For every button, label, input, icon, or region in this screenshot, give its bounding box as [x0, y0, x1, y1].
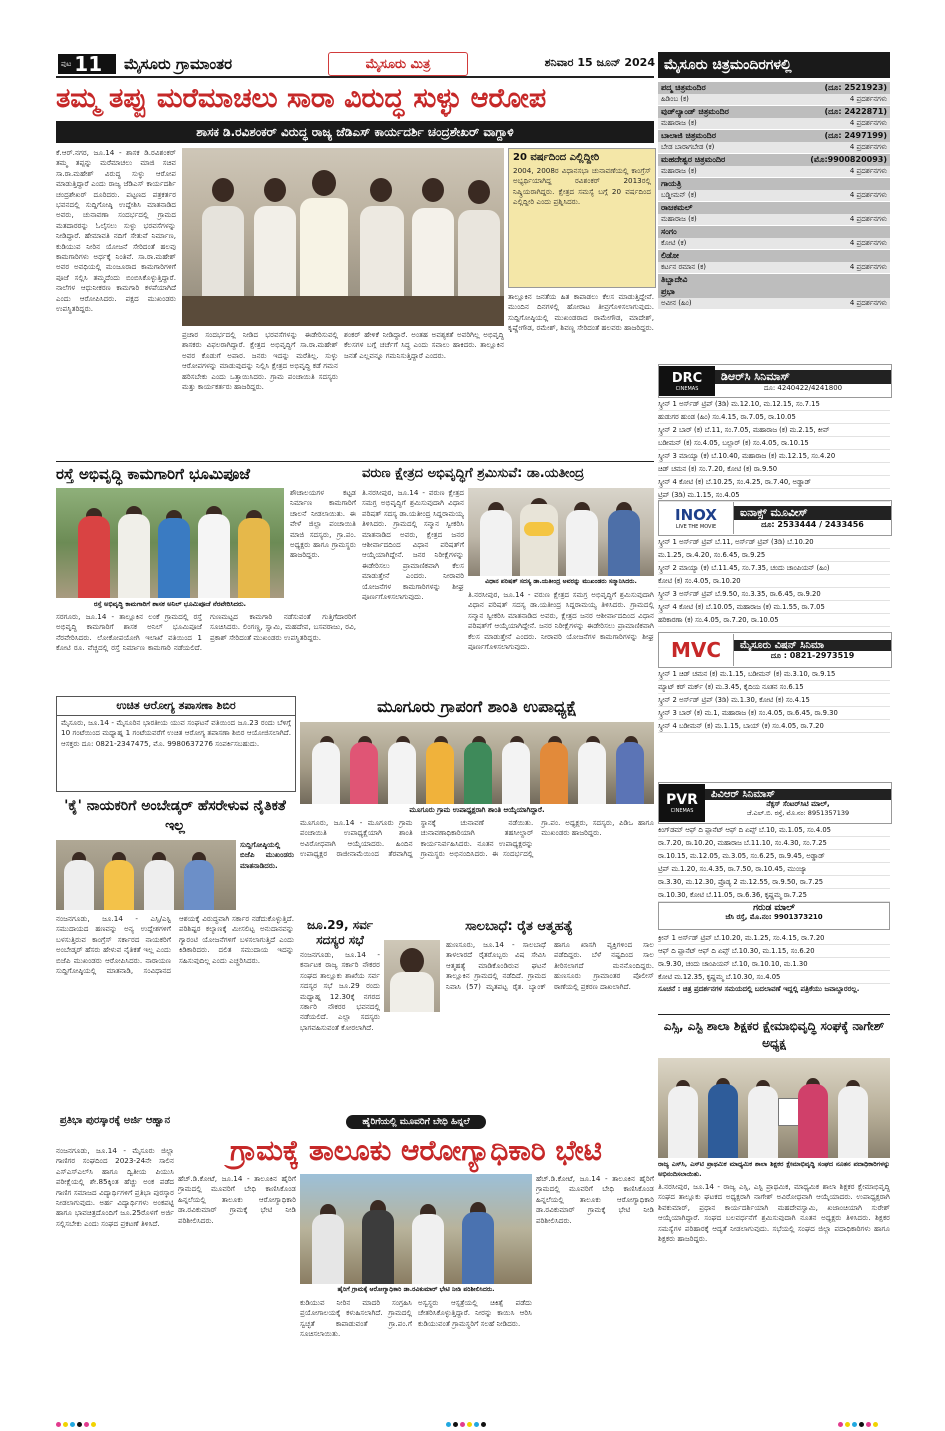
issue-date: ಶನಿವಾರ 15 ಜೂನ್ 2024	[544, 56, 655, 69]
section-title: ಮೈಸೂರು ಗ್ರಾಮಾಂತರ	[124, 55, 233, 73]
cinema-list	[658, 82, 890, 310]
suicide-headline: ಸಾಲಬಾಧೆ: ರೈತ ಆತ್ಮಹತ್ಯೆ	[465, 919, 573, 934]
cinema-head: ತಿಬ್ಬಾದೇವಿ	[658, 274, 890, 286]
cinema-head: ಪದ್ಮ ಚಿತ್ರಮಂದಿರ (ದೂ: 2521923)	[658, 82, 890, 94]
registration-marks-right	[838, 1412, 880, 1431]
cinema-row: ಬೇಡ ಬಾರಾಗಬೇಡ (ಕ) 4 ಪ್ರದರ್ಶನಗಳು	[658, 142, 890, 154]
roads-body: ಸರಗೂರು, ಜೂ.14 - ತಾಲ್ಲೂಕಿನ ಲಂಕೆ ಗ್ರಾಮದಲ್ಲಿ ರಸ್ತೆ ಅಭಿವೃದ್ಧಿ ಕಾಮಗಾರಿಗೆ ಶಾಸಕ ಅನಿಲ್ ಭೂಮಿಪೂಜೆ ನೆರವೇರಿಸಿದರು. ಲೋಕೋಪಯೋಗಿ ಇಲಾಖೆ ವತಿಯಿಂದ 1 ಕೋಟಿ ರೂ. ವೆಚ್ಚದಲ್ಲಿ ರಸ್ತೆ ನಿರ್ಮಾಣ ಕಾಮಗಾರಿ ನಡೆಯಲಿದೆ. ಗುಣಮಟ್ಟದ ಕಾಮಗಾರಿ ನಡೆಸುವಂತೆ ಗುತ್ತಿಗೆದಾರರಿಗೆ ಸೂಚಿಸಿದರು. ಲಿಂಗಣ್ಣ, ಸ್ವಾಮಿ, ಮಹದೇವ, ಬಸವರಾಜು, ರವಿ, ಪ್ರಕಾಶ್ ಸೇರಿದಂತೆ ಮುಖಂಡರು ಉಪಸ್ಥಿತರಿದ್ದರು.	[56, 612, 356, 653]
ambedkar-headline: 'ಕೈ' ನಾಯಕರಿಗೆ ಅಂಬೇಡ್ಕರ್ ಹೆಸರೇಳುವ ನೈತಿಕತೆ ಇಲ್ಲ	[64, 798, 286, 834]
lead-col2: ಪ್ರಚಾರ ಸಂದರ್ಭದಲ್ಲಿ ನೀಡಿದ ಭರವಸೆಗಳನ್ನು ಈಡೇರಿಸುವಲ್ಲಿ ಶಾಸಕರು ವಿಫಲರಾಗಿದ್ದಾರೆ. ಕ್ಷೇತ್ರದ ಅಭಿವೃದ್ಧಿಗೆ ಸಾ.ರಾ.ಮಹೇಶ್ ಅವರ ಕೊಡುಗೆ ಅಪಾರ. ಜನರು ಇದನ್ನು ಮರೆತಿಲ್ಲ. ಸುಳ್ಳು ಆರೋಪಗಳನ್ನು ಮಾಡುವುದನ್ನು ನಿಲ್ಲಿಸಿ ಕ್ಷೇತ್ರದ ಅಭಿವೃದ್ಧಿ ಕಡೆ ಗಮನ ಹರಿಸಬೇಕು ಎಂದು ಒತ್ತಾಯಿಸಿದರು. ಗ್ರಾಮ ಪಂಚಾಯಿತಿ ಸದಸ್ಯರು ಮತ್ತು ಕಾರ್ಯಕರ್ತರು ಹಾಜರಿದ್ದರು.	[182, 330, 338, 392]
cinema-head: ವುಡ್‌ಲ್ಯಾಂಡ್ ಚಿತ್ರಮಂದಿರ (ದೂ: 2422871)	[658, 106, 890, 118]
lead-col3: ಶಂಕರ್ ಹೇಳಿಕೆ ನೀಡಿದ್ದಾರೆ. ಅಂತಹ ಅವಶ್ಯಕತೆ ಅವರಿಗಿಲ್ಲ ಅಭಿವೃದ್ಧಿ ಕೆಲಸಗಳ ಬಗ್ಗೆ ಚರ್ಚೆಗೆ ಸಿದ್ಧ ಎಂದು ಸವಾಲು ಹಾಕಿದರು. ತಾಲ್ಲೂಕಿನ ಜನತೆ ಎಲ್ಲವನ್ನೂ ಗಮನಿಸುತ್ತಿದ್ದಾರೆ ಎಂದರು.	[344, 330, 504, 360]
varuna-headline: ವರುಣ ಕ್ಷೇತ್ರದ ಅಭಿವೃದ್ಧಿಗೆ ಶ್ರಮಿಸುವೆ: ಡಾ.ಯತೀಂದ್ರ	[362, 466, 584, 481]
cinema-head: ರಾಜಕಮಲ್	[658, 202, 890, 214]
lead-sidebar-title: 20 ವರ್ಷದಿಂದ ಎಲ್ಲಿದ್ದೀರಿ	[513, 152, 600, 163]
teacher-body: ತಿ.ನರಸೀಪುರ, ಜೂ.14 - ರಾಜ್ಯ ಎಸ್ಸಿ, ಎಸ್ಟಿ ಪ್ರಾಥಮಿಕ, ಮಾಧ್ಯಮಿಕ ಶಾಲಾ ಶಿಕ್ಷಕರ ಕ್ಷೇಮಾಭಿವೃದ್ಧಿ ಸಂಘದ ತಾಲ್ಲೂಕು ಘಟಕದ ಅಧ್ಯಕ್ಷರಾಗಿ ನಾಗೇಶ್ ಅವಿರೋಧವಾಗಿ ಆಯ್ಕೆಯಾದರು. ಉಪಾಧ್ಯಕ್ಷರಾಗಿ ಶಿವಕುಮಾರ್, ಪ್ರಧಾನ ಕಾರ್ಯದರ್ಶಿಯಾಗಿ ಮಹದೇವಸ್ವಾಮಿ, ಖಜಾಂಚಿಯಾಗಿ ಸುರೇಶ್ ಆಯ್ಕೆಯಾಗಿದ್ದಾರೆ. ಸಂಘದ ಬಲವರ್ಧನೆಗೆ ಶ್ರಮಿಸುವುದಾಗಿ ನೂತನ ಅಧ್ಯಕ್ಷರು ತಿಳಿಸಿದರು. ಶಿಕ್ಷಕರ ಸಮಸ್ಯೆಗಳ ಪರಿಹಾರಕ್ಕೆ ಆದ್ಯತೆ ನೀಡಲಾಗುವುದು. ಸಭೆಯಲ್ಲಿ ಸಂಘದ ಜಿಲ್ಲಾ ಪದಾಧಿಕಾರಿಗಳು ಹಾಗೂ ಶಿಕ್ಷಕರು ಹಾಜರಿದ್ದರು.	[658, 1182, 890, 1244]
hosp-photo	[300, 1174, 532, 1284]
registration-marks-center	[446, 1412, 488, 1431]
registration-marks-left	[56, 1412, 98, 1431]
garuda-name: ಗರುಡ ಮಾಲ್	[753, 903, 795, 913]
award-body: ನಂಜನಗೂಡು, ಜೂ.14 - ಮೈಸೂರು ಜಿಲ್ಲಾ ಗಾಣಿಗರ ಸಂಘದಿಂದ 2023-24ನೇ ಸಾಲಿನ ಎಸ್‌ಎಸ್‌ಎಲ್‌ಸಿ ಹಾಗೂ ದ್ವಿತೀಯ ಪಿಯುಸಿ ಪರೀಕ್ಷೆಯಲ್ಲಿ ಶೇ.85ಕ್ಕಿಂತ ಹೆಚ್ಚು ಅಂಕ ಪಡೆದ ಗಾಣಿಗ ಸಮಾಜದ ವಿದ್ಯಾರ್ಥಿಗಳಿಗೆ ಪ್ರತಿಭಾ ಪುರಸ್ಕಾರ ನೀಡಲಾಗುವುದು. ಅರ್ಹ ವಿದ್ಯಾರ್ಥಿಗಳು ಅಂಕಪಟ್ಟಿ ಹಾಗೂ ಭಾವಚಿತ್ರದೊಂದಿಗೆ ಜೂ.25ರೊಳಗೆ ಅರ್ಜಿ ಸಲ್ಲಿಸಬೇಕು ಎಂದು ಸಂಘದ ಪ್ರಕಟಣೆ ತಿಳಿಸಿದೆ.	[56, 1146, 174, 1228]
teacher-photo	[658, 1058, 890, 1158]
pvr-addr: ನೆಕ್ಸಸ್ ಸೆಂಟರ್‌ಸಿಟಿ ಮಾಲ್,	[766, 799, 830, 808]
cinema-header-title: ಮೈಸೂರು ಚಿತ್ರಮಂದಿರಗಳಲ್ಲಿ	[664, 57, 792, 73]
paper-name: ಮೈಸೂರು ಮಿತ್ರ	[365, 56, 431, 72]
lead-photo	[182, 148, 504, 326]
roads-caption: ರಸ್ತೆ ಅಭಿವೃದ್ಧಿ ಕಾಮಗಾರಿಗೆ ಶಾಸಕ ಅನಿಲ್ ಭೂಮಿಪೂಜೆ ನೆರವೇರಿಸಿದರು.	[93, 600, 247, 608]
pvr-phone: ಜೆ.ಎಲ್.ಬಿ. ರಸ್ತೆ, ಮೊ.ನಂ: 8951357139	[746, 808, 850, 817]
cinema-row: ಹಿಡಿಂಬ (ಕ) 4 ಪ್ರದರ್ಶನಗಳು	[658, 94, 890, 106]
ambedkar-photo	[56, 840, 236, 910]
mvc-box	[658, 632, 892, 668]
mogur-headline: ಮೂಗೂರು ಗ್ರಾಪಂಗೆ ಶಾಂತಿ ಉಪಾಧ್ಯಕ್ಷೆ	[377, 697, 577, 716]
divider	[658, 1014, 890, 1015]
hosp-col2: ಕುಡಿಯುವ ನೀರಿನ ಮಾದರಿ ಸಂಗ್ರಹಿಸಿ ಪ್ರಯೋಗಾಲಯಕ್ಕೆ ಕಳುಹಿಸಲಾಗಿದೆ. ಗ್ರಾಮದಲ್ಲಿ ಸ್ವಚ್ಛತೆ ಕಾಪಾಡುವಂತೆ ಗ್ರಾ.ಪಂ.ಗೆ ಸೂಚಿಸಲಾಯಿತು.	[300, 1298, 412, 1339]
roads-side: ಶೌಚಾಲಯಗಳ ಕಟ್ಟಡ ನಿರ್ಮಾಣ ಕಾಮಗಾರಿಗೆ ಚಾಲನೆ ನೀಡಲಾಯಿತು. ಈ ವೇಳೆ ಜಿಲ್ಲಾ ಪಂಚಾಯಿತಿ ಮಾಜಿ ಸದಸ್ಯರು, ಗ್ರಾ.ಪಂ. ಅಧ್ಯಕ್ಷರು ಹಾಗೂ ಗ್ರಾಮಸ್ಥರು ಹಾಜರಿದ್ದರು.	[290, 488, 356, 560]
drc-logo: DRC CINEMAS	[659, 366, 715, 396]
cinema-head: ಗಾಯತ್ರಿ	[658, 178, 890, 190]
cinema-row: ಕರ್ಟನ ರಮಾನ (ಕ) 4 ಪ್ರದರ್ಶನಗಳು	[658, 262, 890, 274]
lead-col1: ಕೆ.ಆರ್.ನಗರ, ಜೂ.14 - ಶಾಸಕ ಡಿ.ರವಿಶಂಕರ್ ತಮ್ಮ ತಪ್ಪನ್ನು ಮರೆಮಾಚಲು ಮಾಜಿ ಸಚಿವ ಸಾ.ರಾ.ಮಹೇಶ್ ವಿರುದ್ಧ ಸುಳ್ಳು ಆರೋಪ ಮಾಡುತ್ತಿದ್ದಾರೆ ಎಂದು ರಾಜ್ಯ ಜೆಡಿಎಸ್ ಕಾರ್ಯದರ್ಶಿ ಚಂದ್ರಶೇಖರ್ ದೂರಿದರು. ಪಟ್ಟಣದ ಪತ್ರಕರ್ತರ ಭವನದಲ್ಲಿ ಸುದ್ದಿಗೋಷ್ಠಿ ಉದ್ದೇಶಿಸಿ ಮಾತನಾಡಿದ ಅವರು, ಚುನಾವಣಾ ಸಂದರ್ಭದಲ್ಲಿ ಗ್ರಾಮದ ಮತದಾರರನ್ನು ಓಲೈಸಲು ಸುಳ್ಳು ಭರವಸೆಗಳನ್ನು ನೀಡಿದ್ದಾರೆ. ಹೇಮಾವತಿ ನದಿಗೆ ಸೇತುವೆ ನಿರ್ಮಾಣ, ಕುಡಿಯುವ ನೀರಿನ ಯೋಜನೆ ಸೇರಿದಂತೆ ಹಲವು ಕಾಮಗಾರಿಗಳು ಅರ್ಧಕ್ಕೆ ನಿಂತಿವೆ. ಸಾ.ರಾ.ಮಹೇಶ್ ಅವರ ಅವಧಿಯಲ್ಲಿ ಮಂಜೂರಾದ ಕಾಮಗಾರಿಗಳಿಗೆ ಪೂಜೆ ಸಲ್ಲಿಸಿ ತಮ್ಮದೆಂದು ಬಿಂಬಿಸಿಕೊಳ್ಳುತ್ತಿದ್ದಾರೆ. ನಾಲೆಗಳ ಆಧುನೀಕರಣ ಕಾಮಗಾರಿ ಕಳಪೆಯಾಗಿದೆ ಎಂದು ಆರೋಪಿಸಿದರು. ಪಕ್ಷದ ಮುಖಂಡರು ಉಪಸ್ಥಿತರಿದ್ದರು.	[56, 148, 176, 314]
hosp-kicker: ಹೈರಿಗೆಯಲ್ಲಿ ಮೂವರಿಗೆ ಬೇಧಿ ಹಿನ್ನಲೆ	[346, 1115, 485, 1129]
health-box	[56, 696, 296, 792]
cinema-head: ಬಾಲಾಜಿ ಚಿತ್ರಮಂದಿರ (ದೂ: 2497199)	[658, 130, 890, 142]
drc-name: ಡಿಆರ್‌ಸಿ ಸಿನಿಮಾಸ್	[715, 370, 891, 384]
hosp-kicker-bar	[178, 1114, 654, 1130]
cinema-row: ಬಡ್ಡೀಮನ್ (ಕ) 4 ಪ್ರದರ್ಶನಗಳು	[658, 190, 890, 202]
garuda-box	[658, 902, 890, 930]
ambedkar-body: ನಂಜನಗೂಡು, ಜೂ.14 - ಎಸ್ಸಿ/ಎಸ್ಟಿ ಸಮುದಾಯದ ಹಣವನ್ನು ಅನ್ಯ ಉದ್ದೇಶಗಳಿಗೆ ಬಳಸುತ್ತಿರುವ ಕಾಂಗ್ರೆಸ್ ಸರ್ಕಾರದ ನಾಯಕರಿಗೆ ಅಂಬೇಡ್ಕರ್ ಹೆಸರು ಹೇಳುವ ನೈತಿಕತೆ ಇಲ್ಲ ಎಂದು ಬಿಜೆಪಿ ಮುಖಂಡರು ಆರೋಪಿಸಿದರು. ನಾರಾಯಣ ಸುದ್ದಿಗೋಷ್ಠಿಯಲ್ಲಿ ಮಾತನಾಡಿ, ಸಂವಿಧಾನದ ಆಶಯಕ್ಕೆ ವಿರುದ್ಧವಾಗಿ ಸರ್ಕಾರ ನಡೆದುಕೊಳ್ಳುತ್ತಿದೆ. ಪರಿಶಿಷ್ಟರ ಕಲ್ಯಾಣಕ್ಕೆ ಮೀಸಲಿಟ್ಟ ಅನುದಾನವನ್ನು ಗ್ಯಾರಂಟಿ ಯೋಜನೆಗಳಿಗೆ ಬಳಸಲಾಗುತ್ತಿದೆ ಎಂದು ಕಿಡಿಕಾರಿದರು. ದಲಿತ ಸಮುದಾಯ ಇದನ್ನು ಸಹಿಸುವುದಿಲ್ಲ ಎಂದು ಎಚ್ಚರಿಸಿದರು.	[56, 914, 294, 976]
lead-headline: ತಮ್ಮ ತಪ್ಪು ಮರೆಮಾಚಲು ಸಾರಾ ವಿರುದ್ಧ ಸುಳ್ಳು ಆರೋಪ	[56, 83, 547, 114]
paper-logo	[328, 52, 468, 76]
garuda-shows: ಕ್ರೀನ್ 1 ಅರ್ಸ್‌ಡ್ ಟ್ರಿಪ್ ಬೆ.10.20, ಮ.1.25, ಸಂ.4.15, ರಾ.7.20 ಆಫ್ ದಿ ಪ್ಲಾನೆಟ್ ಆಫ್ ದಿ ಏಪ್ಸ್ ಬೆ.10.30, ಮ.1.15, ಸಂ.6.20 ರಾ.9.30, ಚಂದು ಚಾಂಪಿಯನ್ ಬೆ.10, ರಾ.10.10, ಮ.1.30 ಕೋಟಿ ಮ.12.35, ಕೃಷ್ಣಮ್ಮ ಬೆ.10.30, ಸಂ.4.05	[658, 932, 890, 984]
lead-sidebar-box	[508, 148, 656, 288]
cinema-head: ಮಹದೇಶ್ವರ ಚಿತ್ರಮಂದಿರ (ಮೊ:9900820093)	[658, 154, 890, 166]
mvc-shows: ಸ್ಕ್ರೀನ್ 1 ಚಿಡ್ ಚಮನ (ಕ) ಮ.1.15, ಬಡೀಮನ್ (ಕ) ಮ.3.10, ರಾ.9.15 ಮ್ಯಾಟ್ ಕರ್ ಮರ್ಕ್ (ಕ) ಮ.3.45, ಕೈದಿಯ ನೂತನ ಸಂ.6.15 ಸ್ಕ್ರೀನ್ 2 ಅರ್ಸ್‌ಡ್ ಟ್ರಿಪ್ (3ಡಿ) ಮ.1.30, ಕೋಟಿ (ಕ) ಸಂ.4.15 ಸ್ಕ್ರೀನ್ 3 ಬಾರ್ (ಕ) ಮ.1, ಮಹಾರಾಜ (ಕ) ಸಂ.4.05, ರಾ.6.45, ರಾ.9.30 ಸ್ಕ್ರೀನ್ 4 ಬಡೀಮನ್ (ಕ) ಮ.1.15, ಬಾಯ್ (ಕ) ಸಂ.4.05, ರಾ.7.20	[658, 668, 890, 733]
inox-box	[658, 500, 892, 536]
roads-photo	[56, 488, 284, 598]
hosp-col1: ಹೆಚ್.ಡಿ.ಕೋಟೆ, ಜೂ.14 - ತಾಲೂಕಿನ ಹೈರಿಗೆ ಗ್ರಾಮದಲ್ಲಿ ಮೂವರಿಗೆ ಬೇಧಿ ಕಾಣಿಸಿಕೊಂಡ ಹಿನ್ನಲೆಯಲ್ಲಿ ತಾಲೂಕು ಆರೋಗ್ಯಾಧಿಕಾರಿ ಡಾ.ರವಿಕುಮಾರ್ ಗ್ರಾಮಕ್ಕೆ ಭೇಟಿ ನೀಡಿ ಪರಿಶೀಲಿಸಿದರು.	[178, 1174, 296, 1225]
varuna-caption: ವಿಧಾನ ಪರಿಷತ್ ಸದಸ್ಯ ಡಾ.ಯತೀಂದ್ರ ಅವರನ್ನು ಮುಖಂಡರು ಸನ್ಮಾನಿಸಿದರು.	[485, 578, 637, 585]
mogur-body: ಮೂಗೂರು, ಜೂ.14 - ಮೂಗೂರು ಗ್ರಾಮ ಪಂಚಾಯಿತಿ ಉಪಾಧ್ಯಕ್ಷೆಯಾಗಿ ಶಾಂತಿ ಅವಿರೋಧವಾಗಿ ಆಯ್ಕೆಯಾದರು. ಹಿಂದಿನ ಉಪಾಧ್ಯಕ್ಷರ ರಾಜೀನಾಮೆಯಿಂದ ತೆರವಾಗಿದ್ದ ಸ್ಥಾನಕ್ಕೆ ಚುನಾವಣೆ ನಡೆಯಿತು. ಚುನಾವಣಾಧಿಕಾರಿಯಾಗಿ ತಹಸೀಲ್ದಾರ್ ಕಾರ್ಯನಿರ್ವಹಿಸಿದರು. ನೂತನ ಉಪಾಧ್ಯಕ್ಷರನ್ನು ಗ್ರಾಮಸ್ಥರು ಅಭಿನಂದಿಸಿದರು. ಈ ಸಂದರ್ಭದಲ್ಲಿ ಗ್ರಾ.ಪಂ. ಅಧ್ಯಕ್ಷರು, ಸದಸ್ಯರು, ಪಿಡಿಒ ಹಾಗೂ ಮುಖಂಡರು ಹಾಜರಿದ್ದರು.	[300, 818, 654, 859]
sabha-body: ನಂಜನಗೂಡು, ಜೂ.14 - ಕರ್ನಾಟಕ ರಾಜ್ಯ ಸರ್ಕಾರಿ ನೌಕರರ ಸಂಘದ ತಾಲ್ಲೂಕು ಶಾಖೆಯ ಸರ್ವ ಸದಸ್ಯರ ಸಭೆ ಜೂ.29 ರಂದು ಮಧ್ಯಾಹ್ನ 12.30ಕ್ಕೆ ನಗರದ ಸರ್ಕಾರಿ ನೌಕರರ ಭವನದಲ್ಲಿ ನಡೆಯಲಿದೆ. ಎಲ್ಲಾ ಸದಸ್ಯರು ಭಾಗವಹಿಸುವಂತೆ ಕೋರಲಾಗಿದೆ.	[300, 950, 380, 1032]
page-number: 11	[74, 52, 103, 76]
cinema-header	[658, 52, 890, 78]
suicide-photo	[384, 940, 440, 1012]
hosp-col4: ಹೆಚ್.ಡಿ.ಕೋಟೆ, ಜೂ.14 - ತಾಲೂಕಿನ ಹೈರಿಗೆ ಗ್ರಾಮದಲ್ಲಿ ಮೂವರಿಗೆ ಬೇಧಿ ಕಾಣಿಸಿಕೊಂಡ ಹಿನ್ನಲೆಯಲ್ಲಿ ತಾಲೂಕು ಆರೋಗ್ಯಾಧಿಕಾರಿ ಡಾ.ರವಿಕುಮಾರ್ ಗ್ರಾಮಕ್ಕೆ ಭೇಟಿ ನೀಡಿ ಪರಿಶೀಲಿಸಿದರು.	[536, 1174, 654, 1225]
inox-phone: ದೂ: 2533444 / 2433456	[761, 520, 864, 529]
health-headline: ಉಚಿತ ಆರೋಗ್ಯ ತಪಾಸಣಾ ಶಿಬಿರ	[57, 697, 295, 716]
lead-subhead-bar	[56, 121, 654, 143]
mogur-photo	[300, 722, 654, 804]
hosp-caption: ಹೈರಿಗೆ ಗ್ರಾಮಕ್ಕೆ ಆರೋಗ್ಯಾಧಿಕಾರಿ ಡಾ.ರವಿಕುಮಾರ್ ಭೇಟಿ ನೀಡಿ ಪರಿಶೀಲಿಸಿದರು.	[337, 1286, 495, 1293]
varuna-body-top: ತಿ.ನರಸೀಪುರ, ಜೂ.14 - ವರುಣ ಕ್ಷೇತ್ರದ ಸಮಗ್ರ ಅಭಿವೃದ್ಧಿಗೆ ಶ್ರಮಿಸುವುದಾಗಿ ವಿಧಾನ ಪರಿಷತ್ ಸದಸ್ಯ ಡಾ.ಯತೀಂದ್ರ ಸಿದ್ದರಾಮಯ್ಯ ತಿಳಿಸಿದರು. ಗ್ರಾಮದಲ್ಲಿ ಸನ್ಮಾನ ಸ್ವೀಕರಿಸಿ ಮಾತನಾಡಿದ ಅವರು, ಕ್ಷೇತ್ರದ ಜನರ ಆಶೀರ್ವಾದದಿಂದ ವಿಧಾನ ಪರಿಷತ್‌ಗೆ ಆಯ್ಕೆಯಾಗಿದ್ದೇನೆ. ಜನರ ನಿರೀಕ್ಷೆಗಳನ್ನು ಈಡೇರಿಸಲು ಪ್ರಾಮಾಣಿಕವಾಗಿ ಕೆಲಸ ಮಾಡುತ್ತೇನೆ ಎಂದರು. ನೀರಾವರಿ ಯೋಜನೆಗಳ ಕಾಮಗಾರಿಗಳನ್ನು ಶೀಘ್ರ ಪೂರ್ಣಗೊಳಿಸಲಾಗುವುದು.	[362, 488, 464, 602]
health-body: ಮೈಸೂರು, ಜೂ.14 - ಮೈಸೂರಿನ ಭಾರತೀಯ ಯುವ ಸಂಘಟನೆ ವತಿಯಿಂದ ಜೂ.23 ರಂದು ಬೆಳಿಗ್ಗೆ 10 ಗಂಟೆಯಿಂದ ಮಧ್ಯಾಹ್ನ 1 ಗಂಟೆಯವರೆಗೆ ಉಚಿತ ಆರೋಗ್ಯ ತಪಾಸಣಾ ಶಿಬಿರ ಆಯೋಜಿಸಲಾಗಿದೆ. ಆಸಕ್ತರು ದೂ: 0821-2347475, ಮೊ. 9980637276 ಸಂಪರ್ಕಿಸಬಹುದು.	[61, 718, 291, 748]
drc-shows: ಸ್ಕ್ರೀನ್ 1 ಅರ್ಸ್‌ಡ್ ಟ್ರಿಪ್ (3ಡಿ) ಮ.12.10, ಮ.12.15, ಸಂ.7.15 ಹುಡುಗರ ಹುಂಡ (ಹಿಂ) ಸಂ.4.15, ರಾ.7.05, ರಾ.10.05 ಸ್ಕ್ರೀನ್ 2 ಬಾರ್ (ಕ) ಬೆ.11, ಸಂ.7.05, ಮಹಾರಾಜ (ಕ) ಮ.2.15, ಕೀವ್ ಬಡೀಮನ್ (ಕ) ಸಂ.4.05, ಬಲ್ಲಾರ್ (ಕ) ಸಂ.4.05, ರಾ.10.15 ಸ್ಕ್ರೀನ್ 3 ಮಾಯ್ಯಾ (ಕ) ಬೆ.10.40, ಮಹಾರಾಜ (ಕ) ಮ.12.15, ಸಂ.4.20 ಚಿಡ್ ಚಮನ (ಕ) ಸಂ.7.20, ಕೋಟಿ (ಕ) ರಾ.9.50 ಸ್ಕ್ರೀನ್ 4 ಕೋಟಿ (ಕ) ಬೆ.10.25, ಸಂ.4.25, ರಾ.7.40, ಅಡ್ಡಾಡ್ ಟ್ರಿಪ್ (3ಡಿ) ಮ.1.15, ಸಂ.4.05	[658, 398, 890, 502]
varuna-photo	[468, 488, 654, 576]
pvr-box	[658, 782, 892, 824]
drc-box	[658, 364, 892, 398]
cinema-row: ಮಹಾರಾಜ (ಕ) 4 ಪ್ರದರ್ಶನಗಳು	[658, 166, 890, 178]
teacher-caption: ರಾಜ್ಯ ಎಸ್‌ಸಿ, ಎಸ್‌ಟಿ ಪ್ರಾಥಮಿಕ ಮಾಧ್ಯಮಿಕ ಶಾಲಾ ಶಿಕ್ಷಕರ ಕ್ಷೇಮಾಭಿವೃದ್ಧಿ ಸಂಘದ ನೂತನ ಪದಾಧಿಕಾರಿಗಳನ್ನು ಅಭಿನಂದಿಸಲಾಯಿತು.	[658, 1160, 890, 1178]
varuna-body-bottom: ತಿ.ನರಸೀಪುರ, ಜೂ.14 - ವರುಣ ಕ್ಷೇತ್ರದ ಸಮಗ್ರ ಅಭಿವೃದ್ಧಿಗೆ ಶ್ರಮಿಸುವುದಾಗಿ ವಿಧಾನ ಪರಿಷತ್ ಸದಸ್ಯ ಡಾ.ಯತೀಂದ್ರ ಸಿದ್ದರಾಮಯ್ಯ ತಿಳಿಸಿದರು. ಗ್ರಾಮದಲ್ಲಿ ಸನ್ಮಾನ ಸ್ವೀಕರಿಸಿ ಮಾತನಾಡಿದ ಅವರು, ಕ್ಷೇತ್ರದ ಜನರ ಆಶೀರ್ವಾದದಿಂದ ವಿಧಾನ ಪರಿಷತ್‌ಗೆ ಆಯ್ಕೆಯಾಗಿದ್ದೇನೆ. ಜನರ ನಿರೀಕ್ಷೆಗಳನ್ನು ಈಡೇರಿಸಲು ಪ್ರಾಮಾಣಿಕವಾಗಿ ಕೆಲಸ ಮಾಡುತ್ತೇನೆ ಎಂದರು. ನೀರಾವರಿ ಯೋಜನೆಗಳ ಕಾಮಗಾರಿಗಳನ್ನು ಶೀಘ್ರ ಪೂರ್ಣಗೊಳಿಸಲಾಗುವುದು.	[468, 590, 654, 652]
hosp-headline: ಗ್ರಾಮಕ್ಕೆ ತಾಲೂಕು ಆರೋಗ್ಯಾಧಿಕಾರಿ ಭೇಟಿ	[230, 1134, 602, 1167]
mvc-phone: ದೂ : 0821-2973519	[770, 650, 855, 660]
award-headline: ಪ್ರತಿಭಾ ಪುರಸ್ಕಾರಕ್ಕೆ ಅರ್ಜಿ ಆಹ್ವಾನ	[59, 1115, 171, 1126]
cinema-row: ಕೋಟಿ (ಕ) 4 ಪ್ರದರ್ಶನಗಳು	[658, 238, 890, 250]
ambedkar-caption: ಸುದ್ದಿಗೋಷ್ಠಿಯಲ್ಲಿ ಬಿಜೆಪಿ ಮುಖಂಡರು ಮಾತನಾಡಿದರು.	[240, 840, 294, 870]
page-label: ಪುಟ	[61, 59, 72, 68]
page-number-box	[58, 54, 116, 74]
drc-phone: ದೂ: 4240422/4241800	[763, 383, 843, 392]
lead-subhead: ಶಾಸಕ ಡಿ.ರವಿಶಂಕರ್ ವಿರುದ್ಧ ರಾಜ್ಯ ಜೆಡಿಎಸ್ ಕಾರ್ಯದರ್ಶಿ ಚಂದ್ರಶೇಖರ್ ವಾಗ್ದಾಳಿ	[196, 124, 514, 139]
inox-logo: INOX LIVE THE MOVIE	[659, 502, 734, 534]
pvr-name: ಪಿವಿಆರ್ ಸಿನಿಮಾಸ್	[705, 789, 891, 800]
mogur-caption: ಮೂಗೂರು ಗ್ರಾಮ ಉಪಾಧ್ಯಕ್ಷರಾಗಿ ಶಾಂತಿ ಆಯ್ಕೆಯಾಗಿದ್ದಾರೆ.	[409, 806, 545, 814]
lead-sidebar-text: 2004, 2008ರ ವಿಧಾನಸಭಾ ಚುನಾವಣೆಯಲ್ಲಿ ಕಾಂಗ್ರೆಸ್ ಅಭ್ಯರ್ಥಿಯಾಗಿದ್ದ ರವಿಶಂಕರ್ 2013ರಲ್ಲಿ ನಿಷ್ಕ್ರಿಯರಾಗಿದ್ದರು. ಕ್ಷೇತ್ರದ ಸಮಸ್ಯೆ ಬಗ್ಗೆ 20 ವರ್ಷದಿಂದ ಎಲ್ಲಿದ್ದೀರಿ ಎಂದು ಪ್ರಶ್ನಿಸಿದರು.	[513, 166, 651, 207]
cinema-head: ಪ್ರಭಾ	[658, 286, 890, 298]
suicide-body: ಹುಣಸೂರು, ಜೂ.14 - ಸಾಲಬಾಧೆ ತಾಳಲಾರದೆ ರೈತರೊಬ್ಬರು ವಿಷ ಸೇವಿಸಿ ಆತ್ಮಹತ್ಯೆ ಮಾಡಿಕೊಂಡಿರುವ ಘಟನೆ ತಾಲ್ಲೂಕಿನ ಗ್ರಾಮದಲ್ಲಿ ನಡೆದಿದೆ. ಗ್ರಾಮದ ನಿವಾಸಿ (57) ಮೃತಪಟ್ಟ ರೈತ. ಬ್ಯಾಂಕ್ ಹಾಗೂ ಖಾಸಗಿ ವ್ಯಕ್ತಿಗಳಿಂದ ಸಾಲ ಪಡೆದಿದ್ದರು. ಬೆಳೆ ನಷ್ಟದಿಂದ ಸಾಲ ತೀರಿಸಲಾಗದೆ ಮನನೊಂದಿದ್ದರು. ಹುಣಸೂರು ಗ್ರಾಮಾಂತರ ಪೊಲೀಸ್ ಠಾಣೆಯಲ್ಲಿ ಪ್ರಕರಣ ದಾಖಲಾಗಿದೆ.	[446, 940, 654, 991]
sabha-headline: ಜೂ.29, ಸರ್ವ ಸದಸ್ಯರ ಸಭೆ	[306, 918, 373, 947]
mvc-logo: MVC	[659, 634, 734, 666]
teacher-headline: ಎಸ್ಸಿ, ಎಸ್ಟಿ ಶಾಲಾ ಶಿಕ್ಷಕರ ಕ್ಷೇಮಾಭಿವೃದ್ಧಿ ಸಂಘಕ್ಕೆ ನಾಗೇಶ್ ಅಧ್ಯಕ್ಷ	[663, 1019, 885, 1050]
roads-headline: ರಸ್ತೆ ಅಭಿವೃದ್ಧಿ ಕಾಮಗಾರಿಗೆ ಭೂಮಿಪೂಜೆ	[56, 465, 251, 483]
cinema-row: ಅವೀನ (ಹಿಂ) 4 ಪ್ರದರ್ಶನಗಳು	[658, 298, 890, 310]
lead-col4: ತಾಲ್ಲೂಕಿನ ಜನತೆಯ ಹಿತ ಕಾಪಾಡಲು ಕೆಲಸ ಮಾಡುತ್ತಿದ್ದೇವೆ. ಮುಂದಿನ ದಿನಗಳಲ್ಲಿ ಹೋರಾಟ ತೀವ್ರಗೊಳಿಸಲಾಗುವುದು. ಸುದ್ದಿಗೋಷ್ಠಿಯಲ್ಲಿ ಮುಖಂಡರಾದ ರಾಮೇಗೌಡ, ಮಾದೇಶ್, ಕೃಷ್ಣೇಗೌಡ, ರಮೇಶ್, ಶಿವಣ್ಣ ಸೇರಿದಂತೆ ಹಲವರು ಹಾಜರಿದ್ದರು.	[508, 292, 654, 333]
inox-shows: ಸ್ಕ್ರೀನ್ 1 ಅರ್ಸ್‌ಡ್ ಟ್ರಿಪ್ ಬೆ.11, ಅರ್ಸ್‌ಡ್ ಟ್ರಿಪ್ (3ಡಿ) ಬೆ.10.20 ಮ.1.25, ರಾ.4.20, ಸಂ.6.45, ರಾ.9.25 ಸ್ಕ್ರೀನ್ 2 ಮಾಯ್ಯಾ (ಕ) ಬೆ.11.45, ಸಂ.7.35, ಚಂದು ಚಾಂಪಿಯನ್ (ಹಿಂ) ಕೋಟಿ (ಕ) ಸಂ.4.05, ರಾ.10.20 ಸ್ಕ್ರೀನ್ 3 ಅರ್ಸ್‌ಡ್ ಟ್ರಿಪ್ ಬೆ.9.50, ಸಂ.3.35, ರಾ.6.45, ರಾ.9.20 ಸ್ಕ್ರೀನ್ 4 ಕೋಟಿ (ಕ) ಬೆ.10.05, ಮಹಾರಾಜ (ಕ) ಮ.1.55, ರಾ.7.05 ಹರಿಕಾರಣಾ (ಕ) ಸಂ.4.05, ರಾ.7.20, ರಾ.10.05	[658, 536, 890, 627]
divider	[56, 461, 654, 462]
cinema-row: ಮಹಾರಾಜ (ಕ) 4 ಪ್ರದರ್ಶನಗಳು	[658, 214, 890, 226]
inox-name: ಐನಾಕ್ಸ್ ಮೂವೀಸ್	[734, 506, 891, 520]
cinema-head: ಲಿಡೋ	[658, 250, 890, 262]
hosp-col3: ಅಸ್ವಸ್ಥರು ಆಸ್ಪತ್ರೆಯಲ್ಲಿ ಚಿಕಿತ್ಸೆ ಪಡೆದು ಚೇತರಿಸಿಕೊಳ್ಳುತ್ತಿದ್ದಾರೆ. ನೀರನ್ನು ಕಾಯಿಸಿ ಆರಿಸಿ ಕುಡಿಯುವಂತೆ ಗ್ರಾಮಸ್ಥರಿಗೆ ಸಲಹೆ ನೀಡಿದರು.	[418, 1298, 532, 1328]
mvc-name: ಮೈಸೂರು ವಿಷನ್ ಸಿನಿಮಾ	[734, 640, 891, 651]
cinema-head: ಸಂಗಂ	[658, 226, 890, 238]
cinema-notice: ಸೂಚನೆ : ಚಿತ್ರ ಪ್ರದರ್ಶನಗಳ ಸಮಯದಲ್ಲಿ ಬದಲಾವಣೆ ಇದ್ದಲ್ಲಿ ಪತ್ರಿಕೆಯು ಜವಾಬ್ದಾರರಲ್ಲ.	[658, 985, 860, 993]
pvr-shows: ಕಿಂಗ್‌ಡಮ್ ಆಫ್ ದಿ ಪ್ಲಾನೆಟ್ ಆಫ್ ದಿ ಏಪ್ಸ್ ಬೆ.10, ಮ.1.05, ಸಂ.4.05 ರಾ.7.20, ರಾ.10.20, ಮಹಾರಾಜ ಬೆ.11.10, ಸಂ.4.30, ಸಂ.7.25 ರಾ.10.15, ಮ.12.05, ಮ.3.05, ಸಂ.6.25, ರಾ.9.45, ಅಡ್ಡಾಡ್ ಟ್ರಿಪ್ ಮ.1.20, ಸಂ.4.35, ರಾ.7.50, ರಾ.10.45, ಮುಂಜ್ಯಾ ರಾ.3.30, ಮ.12.30, ಪ್ರೊಡ್ಯ 2 ಮ.12.55, ರಾ.9.50, ರಾ.7.25 ರಾ.10.30, ಕೋಟಿ ಬೆ.11.05, ರಾ.6.36, ಕೃಷ್ಣಮ್ಮ ರಾ.7.25	[658, 824, 890, 902]
cinema-row: ಮಹಾರಾಜ (ಕ) 4 ಪ್ರದರ್ಶನಗಳು	[658, 118, 890, 130]
garuda-phone: ಜೆಸಿ ರಸ್ತೆ, ಮೊ.ನಂ: 9901373210	[725, 913, 823, 921]
pvr-logo: PVR CINEMAS	[659, 784, 705, 822]
